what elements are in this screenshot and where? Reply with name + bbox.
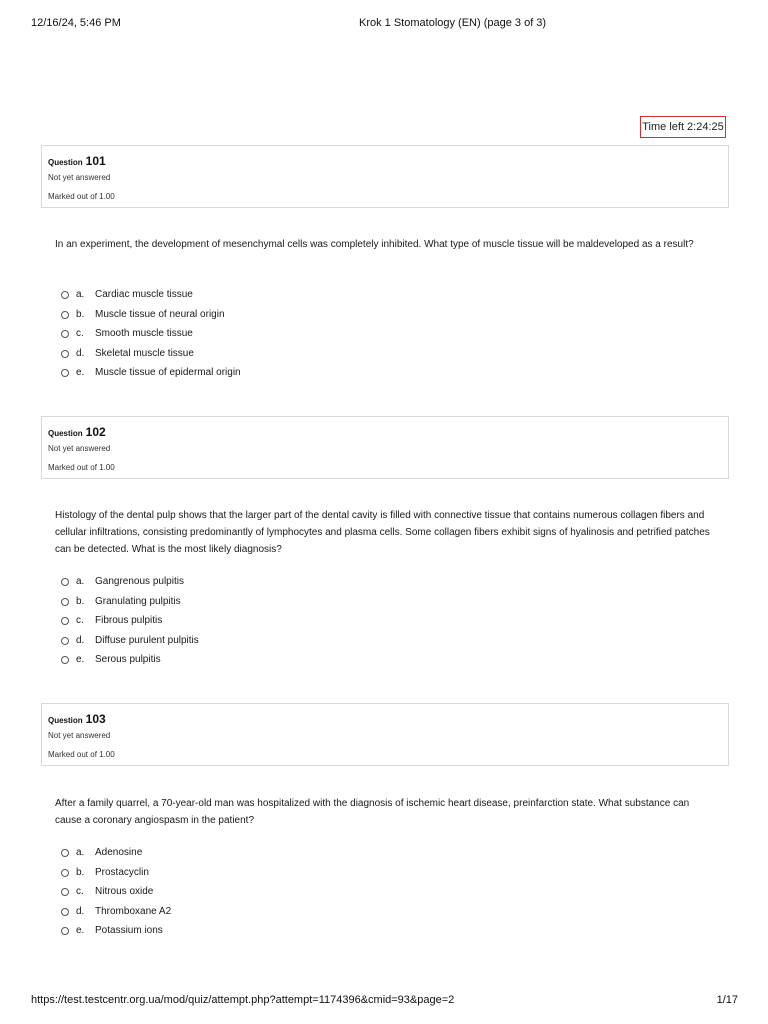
question-grade: Marked out of 1.00 <box>48 750 115 759</box>
radio-button[interactable] <box>61 291 69 299</box>
answer-option[interactable]: c. Nitrous oxide <box>60 886 460 906</box>
answer-list-102 <box>60 576 460 674</box>
answer-list-103 <box>60 847 460 945</box>
radio-button[interactable] <box>61 849 69 857</box>
question-state: Not yet answered <box>48 731 111 740</box>
radio-button[interactable] <box>61 311 69 319</box>
question-state: Not yet answered <box>48 444 111 453</box>
question-number: Question 102 <box>48 425 106 439</box>
question-text-103: After a family quarrel, a 70-year-old man was hospitalized with the diagnosis of ischemic heart disease, preinfarction state. What substance can cause a coronary angiospasm in the patient? <box>55 798 690 826</box>
answer-option[interactable]: d. Skeletal muscle tissue <box>60 348 460 368</box>
answer-option[interactable]: e. Serous pulpitis <box>60 654 460 674</box>
radio-button[interactable] <box>61 350 69 358</box>
radio-button[interactable] <box>61 617 69 625</box>
radio-button[interactable] <box>61 369 69 377</box>
radio-button[interactable] <box>61 578 69 586</box>
question-number: Question 101 <box>48 154 106 168</box>
answer-option[interactable]: a. Cardiac muscle tissue <box>60 289 460 309</box>
radio-button[interactable] <box>61 330 69 338</box>
answer-option[interactable]: e. Muscle tissue of epidermal origin <box>60 367 460 387</box>
question-grade: Marked out of 1.00 <box>48 192 115 201</box>
question-state: Not yet answered <box>48 173 111 182</box>
question-info-101 <box>41 145 729 208</box>
radio-button[interactable] <box>61 598 69 606</box>
question-text-102: Histology of the dental pulp shows that the larger part of the dental cavity is filled with connective tissue that contains numerous collagen fibers and cellular infiltrations, consisting predominantly of lymphocytes and plasma cells. Some collagen fibers exhibit signs of hyalinosis and petrified patches can be detected. What is the most likely diagnosis? <box>55 510 710 555</box>
page-url: https://test.testcentr.org.ua/mod/quiz/attempt.php?attempt=1174396&cmid=93&page=2 <box>31 994 455 1006</box>
radio-button[interactable] <box>61 927 69 935</box>
question-number: Question 103 <box>48 712 106 726</box>
radio-button[interactable] <box>61 869 69 877</box>
answer-option[interactable]: e. Potassium ions <box>60 925 460 945</box>
answer-option[interactable]: c. Fibrous pulpitis <box>60 615 460 635</box>
print-footer <box>31 994 738 1010</box>
print-date: 12/16/24, 5:46 PM <box>31 17 121 29</box>
radio-button[interactable] <box>61 908 69 916</box>
radio-button[interactable] <box>61 656 69 664</box>
answer-option[interactable]: a. Adenosine <box>60 847 460 867</box>
question-info-102 <box>41 416 729 479</box>
question-info-103 <box>41 703 729 766</box>
radio-button[interactable] <box>61 637 69 645</box>
print-title: Krok 1 Stomatology (EN) (page 3 of 3) <box>359 17 547 29</box>
question-text-101: In an experiment, the development of mesenchymal cells was completely inhibited. What type of muscle tissue will be maldeveloped as a result? <box>55 239 694 250</box>
answer-option[interactable]: c. Smooth muscle tissue <box>60 328 460 348</box>
question-grade: Marked out of 1.00 <box>48 463 115 472</box>
answer-option[interactable]: b. Prostacyclin <box>60 867 460 887</box>
answer-list-101 <box>60 289 460 387</box>
answer-option[interactable]: b. Granulating pulpitis <box>60 596 460 616</box>
answer-option[interactable]: d. Diffuse purulent pulpitis <box>60 635 460 655</box>
answer-option[interactable]: b. Muscle tissue of neural origin <box>60 309 460 329</box>
quiz-timer: Time left 2:24:25 <box>640 116 726 138</box>
answer-option[interactable]: d. Thromboxane A2 <box>60 906 460 926</box>
radio-button[interactable] <box>61 888 69 896</box>
answer-option[interactable]: a. Gangrenous pulpitis <box>60 576 460 596</box>
page-counter: 1/17 <box>716 994 738 1006</box>
print-header <box>31 17 738 33</box>
